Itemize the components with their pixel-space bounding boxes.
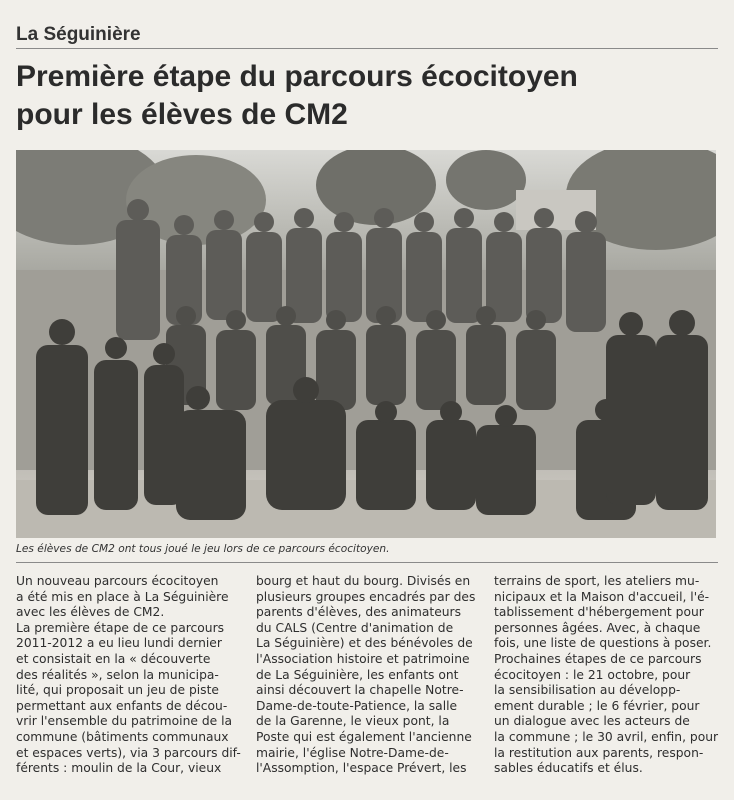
article-column-2 bbox=[256, 574, 480, 777]
article-line: tablissement d'hébergement pour bbox=[494, 605, 704, 620]
article-column-3 bbox=[494, 574, 718, 777]
article-line: Poste qui est également l'ancienne bbox=[256, 729, 472, 744]
group-photo-icon bbox=[16, 150, 716, 538]
article-line: mairie, l'église Notre-Dame-de- bbox=[256, 745, 449, 760]
article-line: la restitution aux parents, respon- bbox=[494, 745, 704, 760]
article-line: Dame-de-toute-Patience, la salle bbox=[256, 698, 458, 713]
article-line: a été mis en place à La Séguinière bbox=[16, 589, 229, 604]
article-line: avec les élèves de CM2. bbox=[16, 605, 165, 620]
header-rule bbox=[16, 48, 718, 49]
article-line: l'Association histoire et patrimoine bbox=[256, 651, 470, 666]
article-line: l'Assomption, l'espace Prévert, les bbox=[256, 761, 467, 776]
article-line: et consistait en la « découverte bbox=[16, 651, 211, 666]
article-line: et espaces verts), via 3 parcours dif- bbox=[16, 745, 241, 760]
article-line: bourg et haut du bourg. Divisés en bbox=[256, 574, 471, 588]
article-headline bbox=[16, 58, 716, 134]
article-line: plusieurs groupes encadrés par des bbox=[256, 589, 476, 604]
article-column-1 bbox=[16, 574, 248, 777]
article-line: du CALS (Centre d'animation de bbox=[256, 620, 454, 635]
caption-rule bbox=[16, 562, 718, 563]
article-line: de La Séguinière, les enfants ont bbox=[256, 667, 459, 682]
article-line: Prochaines étapes de ce parcours bbox=[494, 651, 702, 666]
headline-line: Première étape du parcours écocitoyen bbox=[16, 60, 578, 93]
article-line: personnes âgées. Avec, à chaque bbox=[494, 620, 701, 635]
article-line: terrains de sport, les ateliers mu- bbox=[494, 574, 700, 588]
article-line: fois, une liste de questions à poser. bbox=[494, 636, 712, 651]
article-line: des réalités », selon la municipa- bbox=[16, 667, 219, 682]
article-line: permettant aux enfants de décou- bbox=[16, 698, 228, 713]
article-line: férents : moulin de la Cour, vieux bbox=[16, 761, 222, 776]
headline-line: pour les élèves de CM2 bbox=[16, 98, 348, 131]
article-line: lité, qui proposait un jeu de piste bbox=[16, 683, 219, 698]
article-line: 2011-2012 a eu lieu lundi dernier bbox=[16, 636, 222, 651]
article-line: La Séguinière) et des bénévoles de bbox=[256, 636, 473, 651]
section-title: La Séguinière bbox=[16, 24, 141, 45]
article-line: ainsi découvert la chapelle Notre- bbox=[256, 683, 464, 698]
article-line: vrir l'ensemble du patrimoine de la bbox=[16, 714, 233, 729]
group-photo bbox=[16, 150, 716, 538]
article-line: sables éducatifs et élus. bbox=[494, 761, 643, 776]
article-line: commune (bâtiments communaux bbox=[16, 729, 229, 744]
article-line: de la Garenne, le vieux pont, la bbox=[256, 714, 450, 729]
article-line: un dialogue avec les acteurs de bbox=[494, 714, 690, 729]
article-line: Un nouveau parcours écocitoyen bbox=[16, 574, 219, 588]
article-line: la commune ; le 30 avril, enfin, pour bbox=[494, 729, 719, 744]
article-line: La première étape de ce parcours bbox=[16, 620, 225, 635]
article-line: écocitoyen : le 21 octobre, pour bbox=[494, 667, 691, 682]
article-line: parents d'élèves, des animateurs bbox=[256, 605, 462, 620]
photo-caption: Les élèves de CM2 ont tous joué le jeu lors de ce parcours écocitoyen. bbox=[16, 543, 390, 555]
article-line: ement durable ; le 6 février, pour bbox=[494, 698, 700, 713]
tree-shape bbox=[446, 150, 526, 210]
article-line: nicipaux et la Maison d'accueil, l'é- bbox=[494, 589, 710, 604]
article-line: la sensibilisation au développ- bbox=[494, 683, 681, 698]
